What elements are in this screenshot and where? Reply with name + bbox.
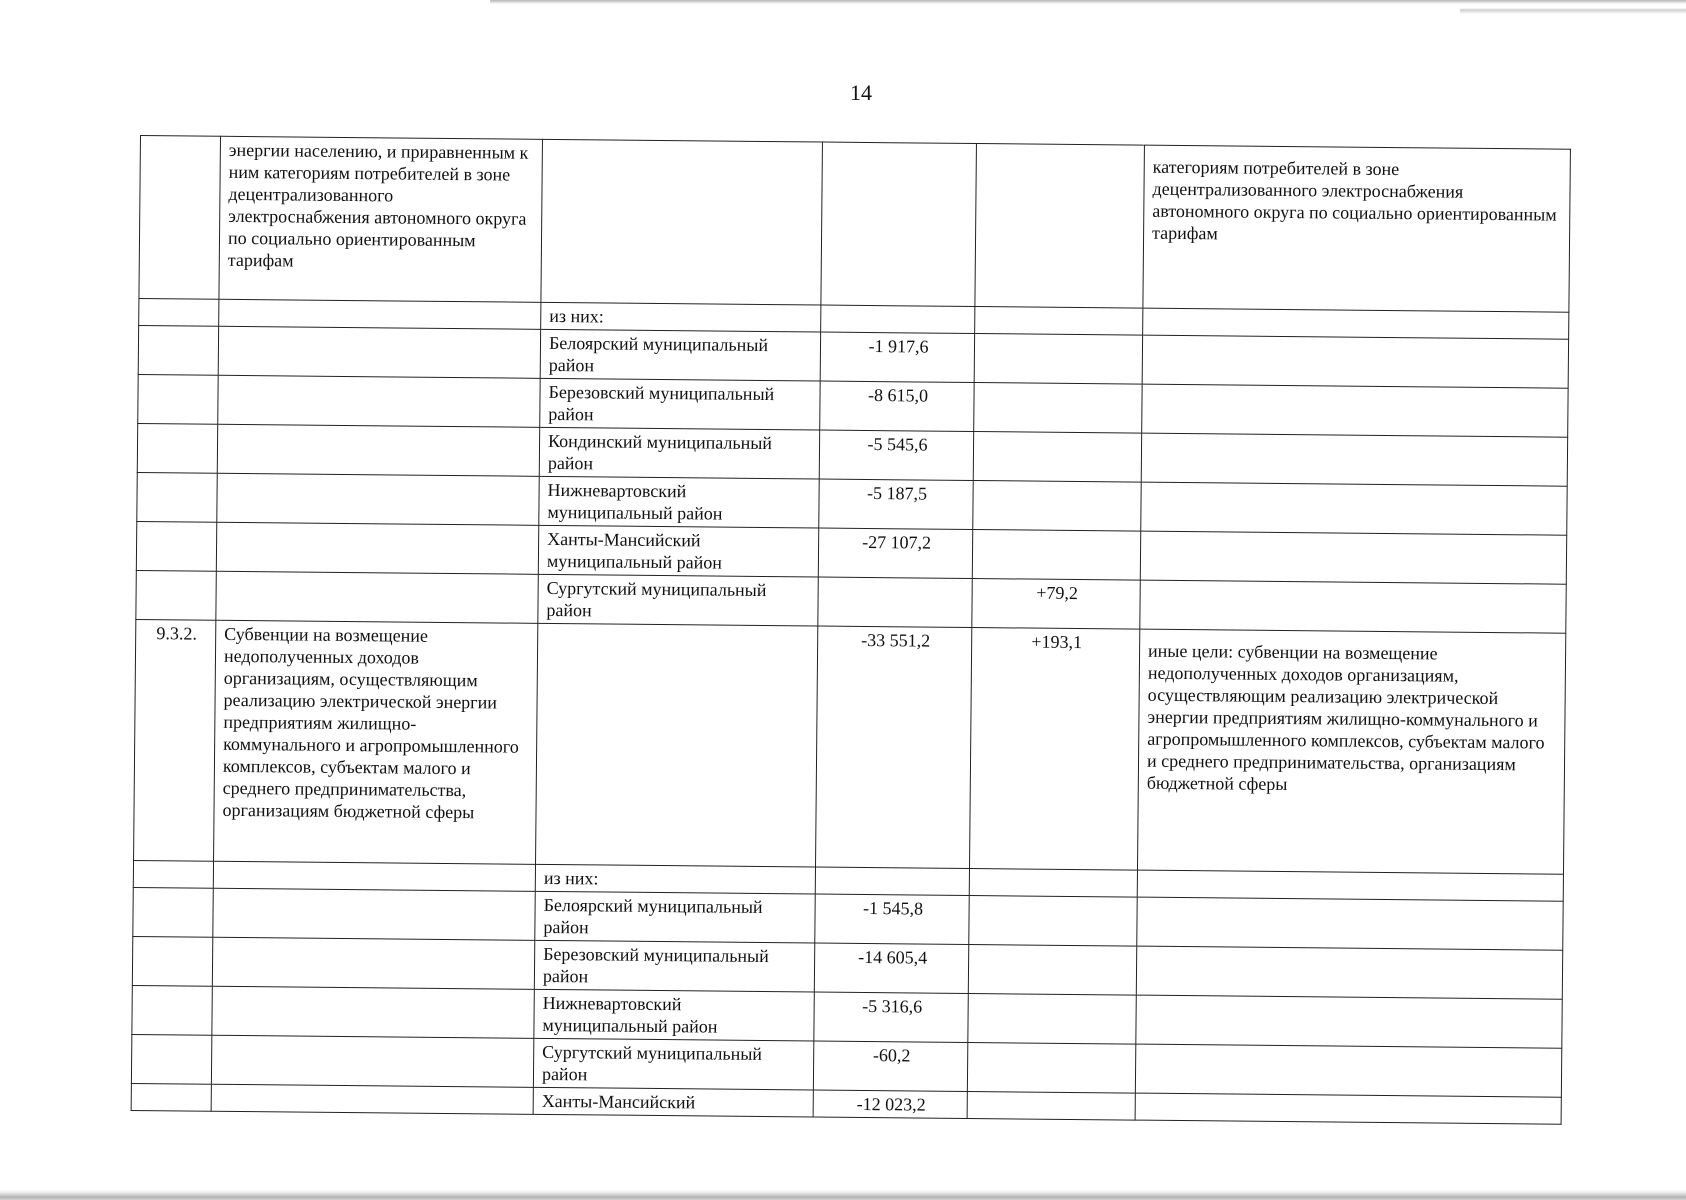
purpose-cell [1140, 531, 1566, 584]
district-cell [536, 623, 818, 867]
district-cell: Нижневартовский муниципальный район [534, 989, 814, 1041]
table-row [134, 619, 1566, 874]
item-name-cell [213, 861, 535, 891]
purpose-cell [1142, 384, 1568, 437]
purpose-cell: категориям потребителей в зоне децентрализованного электроснабжения автономного округа по социально ориентированным тарифам [1143, 145, 1571, 312]
purpose-cell [1140, 580, 1566, 633]
purpose-cell: иные цели: субвенции на возмещение недополученных доходов организациям, осуществляющим реализацию электрической энергии предприятиям жилищно-коммунального и агропромышленного комплексов, субъектам малого и среднего предпринимательства, организациям бюджетной сферы [1137, 629, 1565, 874]
purpose-cell [1137, 897, 1563, 950]
district-cell: Белоярский муниципальный район [540, 329, 820, 381]
item-name-cell: энергии населению, и приравненным к ним категориям потребителей в зоне децентрализованного электроснабжения автономного округа по социально ориентированным тарифам [219, 136, 543, 302]
decrease-cell: -33 551,2 [816, 626, 972, 868]
item-name-cell: Субвенции на возмещение недополученных доходов организациям, осуществляющим реализацию электрической энергии предприятиям жилищно-коммунального и агропромышленного комплексов, субъектам малого и среднего предпринимательства, организациям бюджетной сферы [214, 620, 538, 864]
decrease-cell [821, 142, 977, 306]
row-number-cell [133, 887, 213, 937]
district-cell: Кондинский муниципальный район [539, 427, 819, 479]
increase-cell [969, 868, 1137, 897]
purpose-cell [1135, 1044, 1561, 1097]
increase-cell: +79,2 [972, 579, 1140, 630]
increase-cell [968, 993, 1136, 1044]
item-name-cell [217, 424, 539, 476]
purpose-cell [1135, 1093, 1561, 1124]
increase-cell [973, 481, 1141, 532]
of-which-label: из них: [535, 864, 815, 894]
item-name-cell [211, 1035, 533, 1087]
scan-edge-top-right [1460, 8, 1686, 14]
row-number-cell [137, 423, 217, 473]
decrease-cell: -14 605,4 [814, 943, 968, 993]
purpose-cell [1136, 946, 1562, 999]
purpose-cell [1143, 308, 1569, 339]
row-number-cell [131, 1083, 211, 1111]
district-cell: Ханты-Мансийский муниципальный район [538, 525, 818, 577]
page-number: 14 [850, 80, 872, 105]
item-name-cell [212, 937, 534, 989]
purpose-cell [1141, 482, 1567, 535]
decrease-cell [818, 577, 972, 627]
district-cell: Березовский муниципальный район [540, 378, 820, 430]
budget-table [131, 135, 1571, 1125]
item-name-cell [216, 571, 538, 623]
item-name-cell [218, 326, 540, 378]
district-cell: Березовский муниципальный район [534, 940, 814, 992]
row-number-cell [131, 1034, 211, 1084]
decrease-cell: -12 023,2 [813, 1090, 967, 1118]
district-cell: Нижневартовский муниципальный район [539, 476, 819, 528]
district-cell [541, 139, 823, 305]
scan-edge-top [490, 0, 1686, 4]
decrease-cell: -27 107,2 [818, 528, 972, 578]
increase-cell [975, 307, 1143, 336]
decrease-cell: -5 316,6 [814, 992, 968, 1042]
row-number-cell [139, 136, 221, 300]
increase-cell: +193,1 [969, 628, 1139, 871]
purpose-cell [1137, 870, 1563, 901]
increase-cell [968, 944, 1136, 995]
increase-cell [969, 895, 1137, 946]
table-row [139, 136, 1570, 313]
item-name-cell [212, 986, 534, 1038]
document-sheet [131, 135, 1571, 1125]
district-cell: Ханты-Мансийский [533, 1087, 813, 1117]
purpose-cell [1141, 433, 1567, 486]
item-name-cell [211, 1084, 533, 1114]
decrease-cell: -5 187,5 [819, 479, 973, 529]
increase-cell [973, 432, 1141, 483]
item-name-cell [219, 299, 541, 329]
increase-cell [967, 1042, 1135, 1093]
purpose-cell [1142, 335, 1568, 388]
row-number-cell: 9.3.2. [134, 619, 216, 861]
decrease-cell: -60,2 [813, 1041, 967, 1091]
row-number-cell [133, 860, 213, 888]
row-number-cell [138, 374, 218, 424]
increase-cell [974, 383, 1142, 434]
of-which-label: из них: [541, 302, 821, 332]
purpose-cell [1136, 995, 1562, 1048]
district-cell: Сургутский муниципальный район [533, 1038, 813, 1090]
decrease-cell: -1 917,6 [820, 332, 974, 382]
row-number-cell [132, 985, 212, 1035]
row-number-cell [137, 472, 217, 522]
increase-cell [974, 334, 1142, 385]
increase-cell [967, 1091, 1135, 1120]
decrease-cell: -8 615,0 [820, 381, 974, 431]
item-name-cell [213, 888, 535, 940]
item-name-cell [218, 375, 540, 427]
scan-edge-bottom [0, 1190, 1686, 1200]
decrease-cell [815, 867, 969, 895]
row-number-cell [138, 325, 218, 375]
row-number-cell [136, 570, 216, 620]
increase-cell [975, 144, 1145, 309]
decrease-cell: -5 545,6 [819, 430, 973, 480]
row-number-cell [132, 936, 212, 986]
increase-cell [972, 530, 1140, 581]
district-cell: Белоярский муниципальный район [535, 891, 815, 943]
row-number-cell [139, 298, 219, 326]
decrease-cell [821, 305, 975, 333]
item-name-cell [216, 522, 538, 574]
decrease-cell: -1 545,8 [815, 894, 969, 944]
district-cell: Сургутский муниципальный район [538, 574, 818, 626]
row-number-cell [136, 521, 216, 571]
item-name-cell [217, 473, 539, 525]
